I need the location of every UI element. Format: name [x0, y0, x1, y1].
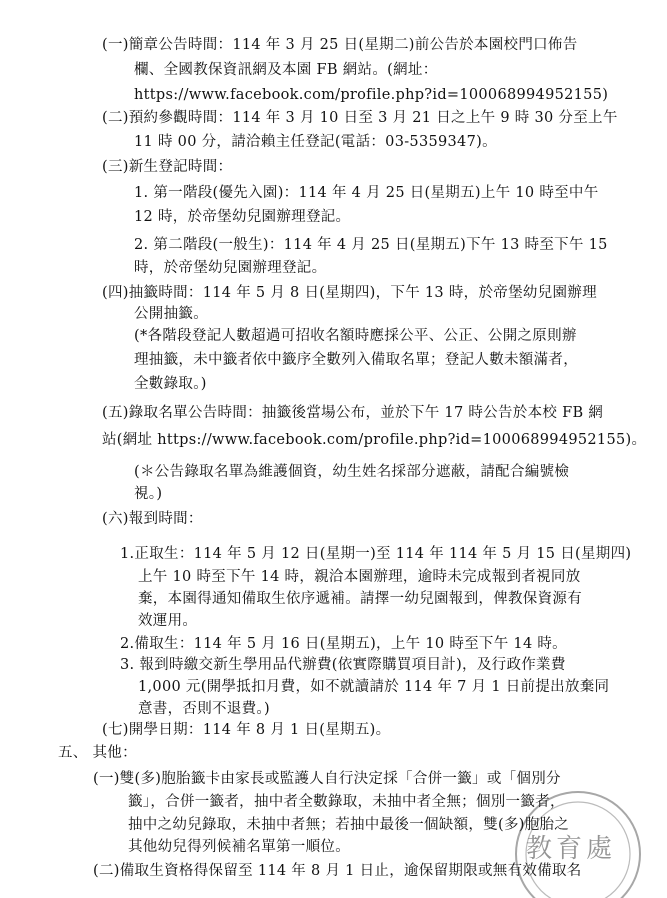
- doc-line: https://www.facebook.com/profile.php?id=100068994952155): [134, 87, 609, 103]
- doc-line: 站(網址 https://www.facebook.com/profile.php?id=100068994952155)。: [102, 432, 647, 448]
- doc-line: (四)抽籤時間：114 年 5 月 8 日(星期四)，下午 13 時，於帝堡幼兒園辦理: [102, 285, 597, 301]
- doc-line: 1,000 元(開學抵扣月費，如不就讀請於 114 年 7 月 1 日前提出放棄同: [138, 679, 610, 695]
- doc-line: 效運用。: [138, 613, 198, 629]
- doc-line: 欄、全國教保資訊網及本園 FB 網站。(網址：: [134, 62, 438, 78]
- doc-line: (*各階段登記人數超過可招收名額時應採公平、公正、公開之原則辦: [134, 328, 577, 344]
- doc-line: 1.正取生：114 年 5 月 12 日(星期一)至 114 年 114 年 5 月 15 日(星期四): [120, 546, 632, 562]
- doc-line: 3. 報到時繳交新生學用品代辦費(依實際購買項目計)，及行政作業費: [120, 657, 566, 673]
- doc-line: 棄，本園得通知備取生依序遞補。請擇一幼兒園報到，俾教保資源有: [138, 591, 582, 607]
- doc-line: 2. 第二階段(一般生)：114 年 4 月 25 日(星期五)下午 13 時至下午 15: [134, 237, 608, 253]
- doc-line: (六)報到時間：: [102, 511, 203, 527]
- doc-line: 意書，否則不退費。): [138, 701, 270, 717]
- doc-line: (三)新生登記時間：: [102, 159, 233, 175]
- doc-line: 11 時 00 分，請洽賴主任登記(電話：03-5359347)。: [134, 134, 497, 150]
- doc-line: 全數錄取。): [134, 376, 207, 392]
- doc-line: 時，於帝堡幼兒園辦理登記。: [134, 260, 327, 276]
- doc-line: (二)備取生資格得保留至 114 年 8 月 1 日止，逾保留期限或無有效備取名: [93, 863, 582, 879]
- doc-line: 12 時，於帝堡幼兒園辦理登記。: [134, 209, 351, 225]
- doc-line: 其他幼兒得列候補名單第一順位。: [128, 839, 350, 855]
- doc-line: (＊公告錄取名單為維護個資，幼生姓名採部分遮蔽，請配合編號檢: [134, 464, 570, 480]
- doc-line: 公開抽籤。: [134, 306, 208, 322]
- doc-line: 1. 第一階段(優先入園)：114 年 4 月 25 日(星期五)上午 10 時至中午: [134, 185, 599, 201]
- doc-line: (二)預約參觀時間：114 年 3 月 10 日至 3 月 21 日之上午 9 時 30 分至上午: [102, 110, 618, 126]
- doc-line: (五)錄取名單公告時間：抽籤後當場公布，並於下午 17 時公告於本校 FB 網: [102, 405, 604, 421]
- stamp-text: 教育處: [526, 834, 617, 864]
- doc-line: 五、 其他：: [58, 745, 137, 761]
- doc-line: 理抽籤，未中籤者依中籤序全數列入備取名單；登記人數未額滿者，: [134, 352, 578, 368]
- doc-line: (一)簡章公告時間：114 年 3 月 25 日(星期二)前公告於本園校門口佈告: [102, 37, 578, 53]
- doc-line: 2.備取生：114 年 5 月 16 日(星期五)，上午 10 時至下午 14 時。: [120, 636, 567, 652]
- doc-line: 上午 10 時至下午 14 時，親洽本園辦理，逾時未完成報到者視同放: [138, 569, 581, 585]
- doc-line: 視。): [134, 486, 163, 502]
- doc-line: 抽中之幼兒錄取，未抽中者無；若抽中最後一個缺額，雙(多)胞胎之: [128, 817, 570, 833]
- doc-line: (七)開學日期：114 年 8 月 1 日(星期五)。: [102, 722, 391, 738]
- doc-line: 籤」，合併一籤者，抽中者全數錄取，未抽中者全無；個別一籤者，: [128, 794, 565, 810]
- doc-line: (一)雙(多)胞胎籤卡由家長或監護人自行決定採「合併一籤」或「個別分: [93, 771, 561, 787]
